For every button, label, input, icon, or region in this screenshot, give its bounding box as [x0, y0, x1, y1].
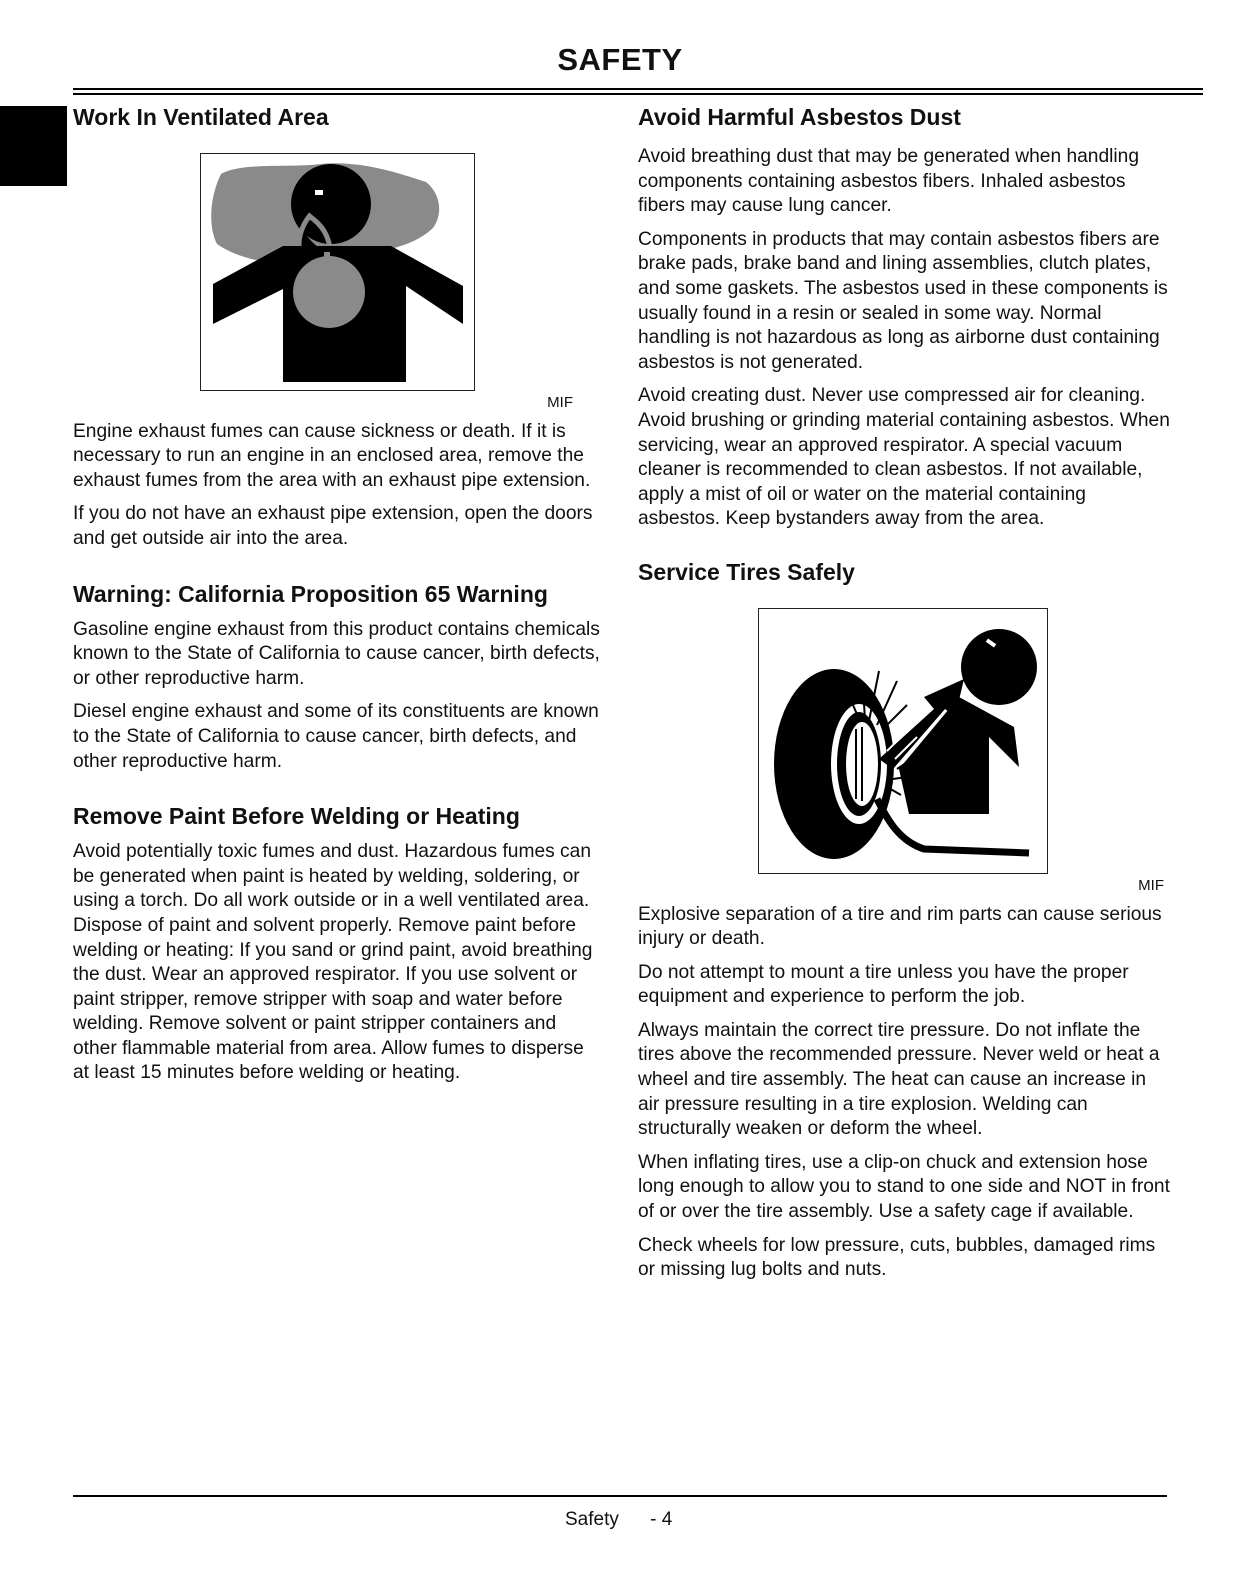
section-heading: Work In Ventilated Area [73, 104, 329, 130]
figure-code: MIF [1138, 876, 1164, 894]
paragraph: When inflating tires, use a clip-on chuck and extension hose long enough to allow you to stand to one side and NOT in front of or over the tire assembly. Use a safety cage if available. [638, 1151, 1170, 1223]
tire-explosion-illustration [758, 608, 1048, 874]
section-ventilated-area [73, 102, 601, 552]
paragraph: Avoid creating dust. Never use compressed air for cleaning. Avoid brushing or grinding material containing asbestos. When servicing, wear an approved respirator. A special vacuum cleaner is recommended to clean asbestos. If not available, apply a mist of oil or water on the material containing asbestos. Keep bystanders away from the area. [638, 385, 1170, 530]
figure-code: MIF [547, 394, 573, 411]
paragraph: Engine exhaust fumes can cause sickness or death. If it is necessary to run an engine in an enclosed area, remove the exhaust fumes from the area with an exhaust pipe extension. [73, 420, 591, 491]
footer-rule [73, 1495, 1167, 1497]
header-rule-secondary [73, 93, 1203, 95]
paragraph: Components in products that may contain asbestos fibers are brake pads, brake band and lining assemblies, clutch plates, and some gaskets. The asbestos used in these components is usually found in a resin or sealed in some way. Normal handling is not hazardous as long as airborne dust containing asbestos is not generated. [638, 228, 1168, 373]
section-tab-marker [0, 106, 67, 186]
paragraph: Always maintain the correct tire pressure. Do not inflate the tires above the recommended pressure. Never weld or heat a wheel and tire assembly. The heat can cause an increase in air pressure resulting in a tire explosion. Welding can structurally weaken or deform the wheel. [638, 1019, 1160, 1140]
footer-page-number: - 4 [650, 1509, 673, 1530]
section-heading: Avoid Harmful Asbestos Dust [638, 104, 961, 130]
page-title: SAFETY [557, 42, 683, 77]
paragraph: Avoid breathing dust that may be generated when handling components containing asbestos fibers. Inhaled asbestos fibers may cause lung cancer. [638, 146, 1140, 217]
paragraph: Explosive separation of a tire and rim parts can cause serious injury or death. [638, 903, 1162, 950]
section-remove-paint [73, 801, 601, 1086]
right-column [638, 102, 1170, 1292]
paragraph: Gasoline engine exhaust from this product contains chemicals known to the State of California to cause cancer, birth defects, or other reproductive harm. [73, 618, 600, 689]
paragraph: If you do not have an exhaust pipe extension, open the doors and get outside air into the area. [73, 503, 593, 549]
paragraph: Check wheels for low pressure, cuts, bubbles, damaged rims or missing lug bolts and nuts. [638, 1234, 1156, 1281]
paragraph: Do not attempt to mount a tire unless you have the proper equipment and experience to perform the job. [638, 961, 1129, 1008]
section-heading: Service Tires Safely [638, 558, 855, 585]
section-heading: Remove Paint Before Welding or Heating [73, 803, 520, 830]
page-footer [565, 1509, 672, 1531]
section-service-tires [638, 557, 1170, 1283]
left-column [73, 102, 601, 1095]
paragraph: Diesel engine exhaust and some of its constituents are known to the State of California to cause cancer, birth defects, and other reproductive harm. [73, 701, 599, 772]
footer-section-label: Safety [565, 1509, 619, 1530]
section-prop65 [73, 579, 601, 775]
section-heading: Warning: California Proposition 65 Warning [73, 580, 548, 607]
tire-person-icon [759, 609, 1046, 872]
paragraph: Avoid potentially toxic fumes and dust. Hazardous fumes can be generated when paint is heated by welding, soldering, or using a torch. Do all work outside or in a well ventilated area. Dispose of paint and solvent properly. Remove paint before welding or heating: If you sand or grind paint, avoid breathing the dust. Wear an approved respirator. If you use solvent or paint stripper, remove stripper with soap and water before welding. Remove solvent or paint stripper containers and other flammable material from area. Allow fumes to disperse at least 15 minutes before welding or heating. [73, 841, 593, 1084]
exhaust-fumes-illustration [200, 153, 475, 391]
header-rule [73, 88, 1203, 90]
section-asbestos [638, 102, 1170, 532]
fumes-person-icon [201, 154, 473, 389]
